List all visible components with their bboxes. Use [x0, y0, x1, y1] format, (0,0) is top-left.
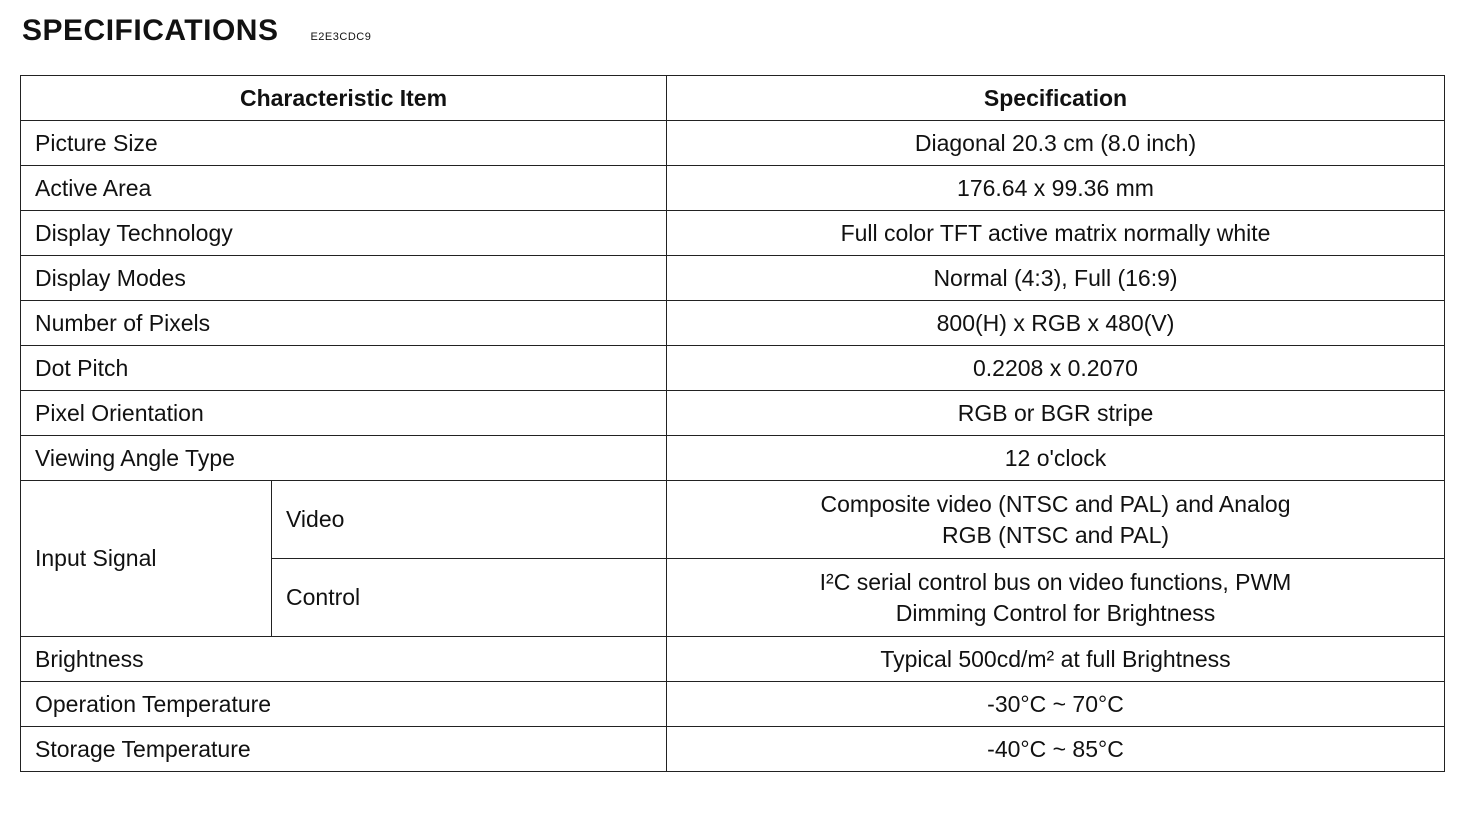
- row-value-control: [667, 559, 1445, 637]
- table-row-input-video: [21, 481, 1445, 559]
- table-row: [21, 211, 1445, 256]
- sub-item-video: Video: [272, 481, 667, 559]
- row-value: Normal (4:3), Full (16:9): [667, 256, 1445, 301]
- row-item: Storage Temperature: [21, 727, 667, 772]
- row-item: Active Area: [21, 166, 667, 211]
- row-value: Typical 500cd/m² at full Brightness: [667, 637, 1445, 682]
- row-item: Display Technology: [21, 211, 667, 256]
- table-row: [21, 256, 1445, 301]
- row-item: Display Modes: [21, 256, 667, 301]
- table-row: [21, 436, 1445, 481]
- page-title: SPECIFICATIONS: [22, 14, 279, 47]
- row-item: Number of Pixels: [21, 301, 667, 346]
- row-value: Full color TFT active matrix normally white: [667, 211, 1445, 256]
- row-value: 176.64 x 99.36 mm: [667, 166, 1445, 211]
- table-row: [21, 727, 1445, 772]
- row-item: Dot Pitch: [21, 346, 667, 391]
- row-value: 0.2208 x 0.2070: [667, 346, 1445, 391]
- value-line: RGB (NTSC and PAL): [941, 521, 1170, 548]
- row-value: -40°C ~ 85°C: [667, 727, 1445, 772]
- row-value: Diagonal 20.3 cm (8.0 inch): [667, 121, 1445, 166]
- table-header-row: [21, 76, 1445, 121]
- row-item-input-signal: Input Signal: [21, 481, 272, 637]
- sub-item-control: Control: [272, 559, 667, 637]
- table-row: [21, 682, 1445, 727]
- row-value-video: [667, 481, 1445, 559]
- row-value: 12 o'clock: [667, 436, 1445, 481]
- row-value: RGB or BGR stripe: [667, 391, 1445, 436]
- document-code: E2E3CDC9: [310, 31, 372, 43]
- row-item: Operation Temperature: [21, 682, 667, 727]
- specifications-table: [20, 75, 1445, 772]
- row-item: Viewing Angle Type: [21, 436, 667, 481]
- row-item: Picture Size: [21, 121, 667, 166]
- table-row: [21, 637, 1445, 682]
- row-item: Pixel Orientation: [21, 391, 667, 436]
- page-header: [22, 14, 371, 54]
- table-row: [21, 301, 1445, 346]
- row-value: -30°C ~ 70°C: [667, 682, 1445, 727]
- table-row: [21, 166, 1445, 211]
- value-line: Dimming Control for Brightness: [895, 599, 1216, 626]
- row-item: Brightness: [21, 637, 667, 682]
- column-header-specification: Specification: [667, 76, 1445, 121]
- column-header-item: Characteristic Item: [21, 76, 667, 121]
- row-value: 800(H) x RGB x 480(V): [667, 301, 1445, 346]
- table-row: [21, 346, 1445, 391]
- value-line: I²C serial control bus on video functions, PWM: [819, 568, 1292, 595]
- table-row: [21, 121, 1445, 166]
- table-row: [21, 391, 1445, 436]
- value-line: Composite video (NTSC and PAL) and Analog: [820, 490, 1291, 517]
